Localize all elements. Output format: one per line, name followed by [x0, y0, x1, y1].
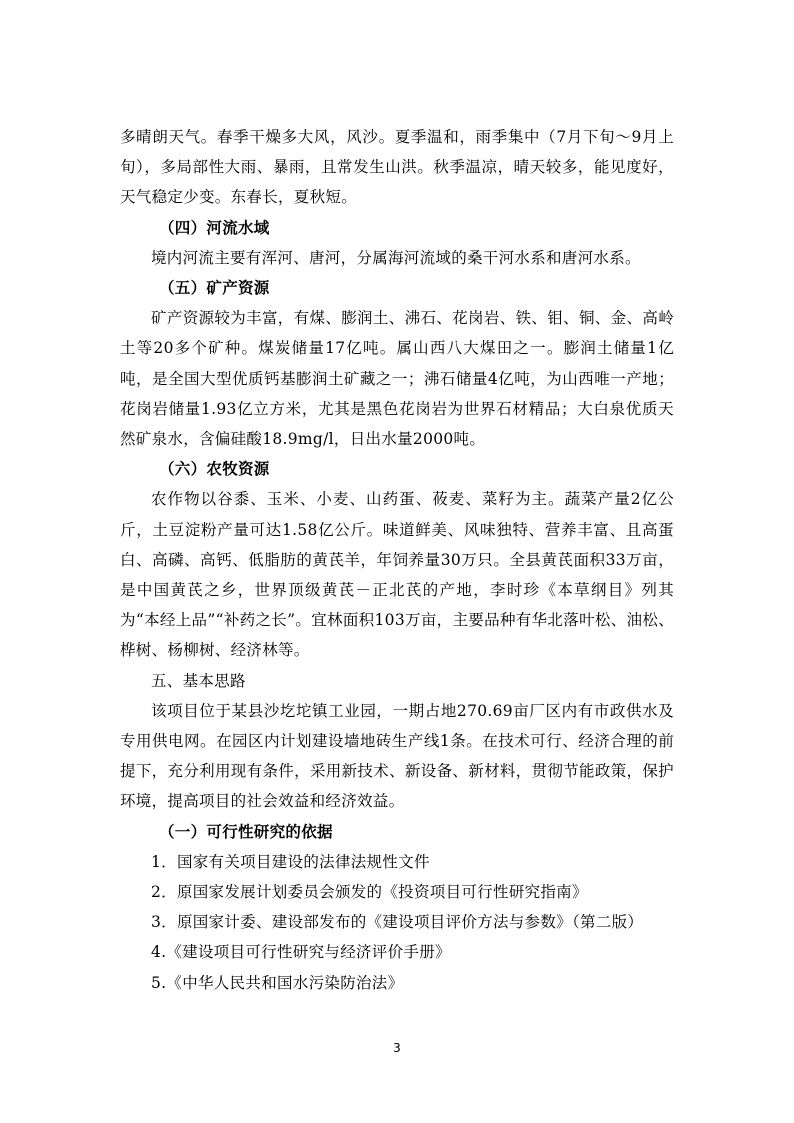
page-number: 3 [393, 1041, 401, 1055]
basis-list-item: 3．原国家计委、建设部发布的《建设项目评价方法与参数》（第二版） [151, 913, 644, 932]
section-body-basic-approach: 该项目位于某县沙圪坨镇工业园，一期占地270.69亩厂区内有市政供水及专用供电网。在园区内计划建设墙地砖生产线1条。在技术可行、经济合理的前提下，充分利用现有条件，采用新技术、新设备、新材料，贯彻节能政策，保护环境，提高项目的社会效益和经济效益。 [120, 701, 674, 811]
basis-list-item: 4.《建设项目可行性研究与经济评价手册》 [151, 943, 451, 962]
section-body-rivers: 境内河流主要有浑河、唐河，分属海河流域的桑干河水系和唐河水系。 [151, 248, 641, 267]
section-heading-feasibility-basis: （一）可行性研究的依据 [159, 821, 333, 841]
climate-paragraph: 多晴朗天气。春季干燥多大风，风沙。夏季温和，雨季集中（7月下旬～9月上旬），多局部性大雨、暴雨，且常发生山洪。秋季温凉，晴天较多，能见度好，天气稳定少变。东春长，夏秋短。 [120, 128, 674, 207]
section-body-agriculture: 农作物以谷黍、玉米、小麦、山药蛋、莜麦、菜籽为主。蔬菜产量2亿公斤，土豆淀粉产量可达1.58亿公斤。味道鲜美、风味独特、营养丰富、且高蛋白、高磷、高钙、低脂肪的黄芪羊，年饲养量30万只。全县黄芪面积33万亩，是中国黄芪之乡，世界顶级黄芪－正北芪的产地，李时珍《本草纲目》列其为“本经上品”“补药之长”。宜林面积103万亩，主要品种有华北落叶松、油松、桦树、杨柳树、经济林等。 [120, 490, 674, 660]
basis-list-item: 2．原国家发展计划委员会颁发的《投资项目可行性研究指南》 [151, 883, 588, 902]
section-heading-minerals: （五）矿产资源 [159, 278, 270, 298]
section-heading-basic-approach: 五、基本思路 [151, 671, 246, 690]
page-content [120, 122, 674, 998]
section-heading-agriculture: （六）农牧资源 [159, 459, 270, 479]
basis-list-item: 1．国家有关项目建设的法律法规性文件 [151, 852, 430, 871]
section-body-minerals: 矿产资源较为丰富，有煤、膨润土、沸石、花岗岩、铁、钼、铜、金、高岭土等20多个矿种。煤炭储量17亿吨。属山西八大煤田之一。膨润土储量1亿吨，是全国大型优质钙基膨润土矿藏之一；沸石储量4亿吨，为山西唯一产地；花岗岩储量1.93亿立方米，尤其是黑色花岗岩为世界石材精品；大白泉优质天然矿泉水，含偏硅酸18.9mg/l，日出水量2000吨。 [120, 309, 674, 449]
section-heading-rivers: （四）河流水域 [159, 217, 270, 237]
basis-list-item: 5.《中华人民共和国水污染防治法》 [151, 973, 404, 992]
